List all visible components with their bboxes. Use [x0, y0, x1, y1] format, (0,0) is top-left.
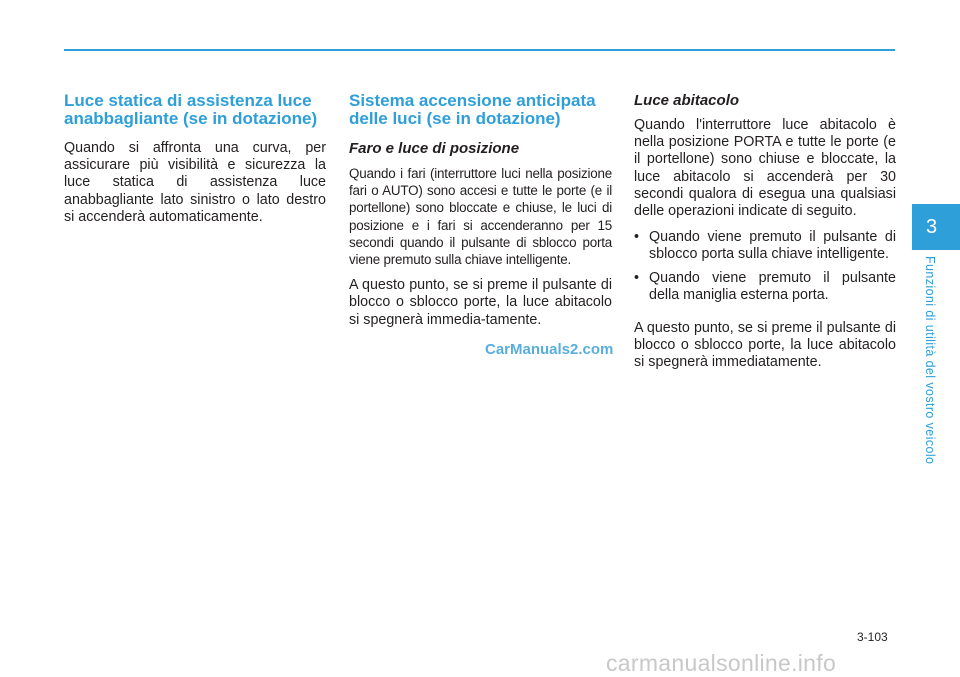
chapter-number: 3 — [926, 216, 938, 238]
section-heading: Luce statica di assistenza luce anabbagliante (se in dotazione) — [64, 91, 318, 128]
column-welcome-light-system — [349, 92, 612, 338]
subsection-heading: Faro e luce di posizione — [349, 140, 520, 157]
bullet-icon: • — [634, 269, 640, 286]
watermark-text: CarManuals2.com — [485, 341, 614, 358]
paragraph: A questo punto, se si preme il pulsante di blocco o sblocco porte, la luce abitacolo si spegnerà immediatamente. — [634, 320, 896, 371]
bullet-icon: • — [634, 229, 640, 246]
paragraph: A questo punto, se si preme il pulsante di blocco o sblocco porte, la luce abitacolo si spegnerà immedia-tamente. — [349, 277, 612, 328]
column-static-bending-light — [64, 92, 326, 235]
list-item-text: Quando viene premuto il pulsante di sblocco porta sulla chiave intelligente. — [649, 229, 896, 263]
paragraph: Quando i fari (interruttore luci nella posizione fari o AUTO) sono accesi e tutte le porte (e il portellone) sono bloccate e chiuse, le luci di posizione e i fari si accenderanno per 15 secondi quando il pulsante di sblocco porta viene premuto sulla chiave intelligente. — [349, 166, 612, 268]
section-heading: Luce abitacolo — [634, 92, 740, 109]
list-item — [634, 270, 896, 304]
footer-watermark: carmanualsonline.info — [606, 650, 837, 676]
chapter-tab — [912, 204, 960, 250]
paragraph: Quando l'interruttore luce abitacolo è nella posizione PORTA e tutte le porte (e il portellone) sono chiuse e bloccate, la luce abitacolo si accenderà per 30 secondi qualora di esegua una qualsiasi delle operazioni indicate di seguito. — [634, 117, 896, 220]
chapter-side-title — [923, 256, 943, 496]
bullet-list — [634, 229, 896, 304]
section-body: Quando si affronta una curva, per assicurare più visibilità e sicurezza la luce statica di assistenza luce anabbagliante lato sinistro o lato destro si accenderà automaticamente. — [64, 140, 326, 225]
chapter-title: Funzioni di utilità del vostro veicolo — [923, 256, 937, 465]
top-rule — [64, 49, 895, 51]
column-room-lamp — [634, 92, 896, 381]
list-item — [634, 229, 896, 263]
list-item-text: Quando viene premuto il pulsante della maniglia esterna porta. — [649, 269, 896, 303]
page-number: 3-103 — [857, 630, 888, 644]
section-heading: Sistema accensione anticipata delle luci (se in dotazione) — [349, 91, 596, 128]
